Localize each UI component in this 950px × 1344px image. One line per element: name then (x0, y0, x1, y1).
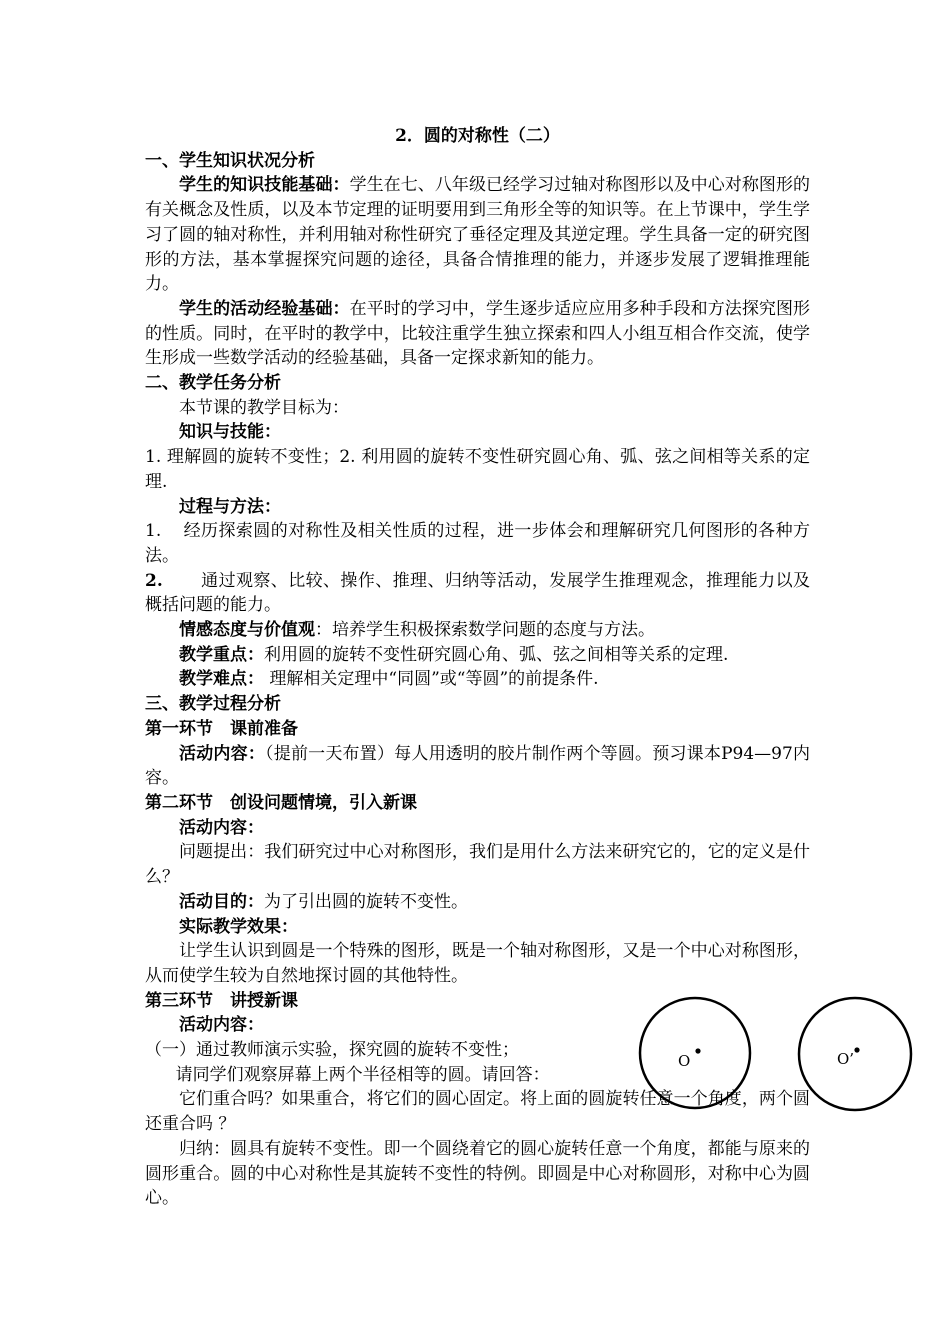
step1-paragraph (145, 742, 810, 791)
section-heading-process-analysis: 三、教学过程分析 (145, 694, 281, 715)
step2-effect-text: 让学生认识到圆是一个特殊的图形，既是一个轴对称图形，又是一个中心对称图形，从而使学生较为自然地探讨圆的其他特性。 (145, 941, 810, 986)
process-item-1 (145, 519, 810, 568)
paragraph-emotion (145, 618, 810, 643)
page-title: 2．圆的对称性（二） (395, 126, 560, 146)
process-item-2-number: 2. (145, 570, 163, 591)
process-item-1-number: 1. (145, 521, 162, 542)
center-dot-left (695, 1048, 700, 1053)
step1-heading: 第一环节 课前准备 (145, 718, 298, 739)
label-knowledge-skills: 知识与技能： (179, 422, 281, 443)
step3-paragraph-1: 请同学们观察屏幕上两个半径相等的圆。请回答： (175, 1064, 550, 1085)
text-difficulty: 理解相关定理中“同圆”或“等圆”的前提条件. (264, 669, 599, 690)
step1-label: 活动内容： (179, 743, 266, 764)
label-key-point: 教学重点： (179, 644, 264, 665)
step2-goal-text: 为了引出圆的旋转不变性。 (264, 891, 468, 912)
step3-label: 活动内容： (179, 1015, 264, 1036)
step3-subheading: （一）通过教师演示实验，探究圆的旋转不变性； (145, 1040, 519, 1061)
step3-paragraph-3: 归纳：圆具有旋转不变性。即一个圆绕着它的圆心旋转任意一个角度，都能与原来的圆形重合。圆的中心对称性是其旋转不变性的特例。即圆是中心对称圆形，对称中心为圆心。 (145, 1138, 810, 1209)
step1-text: （提前一天布置）每人用透明的胶片制作两个等圆。预习课本P94—97内容。 (145, 743, 810, 789)
process-item-2 (145, 569, 810, 618)
text-knowledge-skills: 1. 理解圆的旋转不变性；2. 利用圆的旋转不变性研究圆心角、弧、弦之间相等关系的定理. (145, 447, 810, 492)
step2-question: 问题提出：我们研究过中心对称图形，我们是用什么方法来研究它的，它的定义是什么？ (145, 842, 810, 888)
paragraph-key-point (145, 643, 810, 668)
step2-label: 活动内容： (179, 817, 264, 838)
circle-left (640, 998, 750, 1108)
section-heading-task-analysis: 二、教学任务分析 (145, 373, 281, 394)
circle-right (799, 998, 911, 1110)
goals-intro: 本节课的教学目标为： (179, 397, 349, 418)
label-knowledge-base: 学生的知识技能基础： (179, 175, 350, 196)
paragraph-knowledge-base (145, 173, 810, 297)
two-equal-circles-figure (638, 996, 916, 1126)
step3-paragraph-2-text: 它们重合吗？如果重合，将它们的圆心固定。将上面的圆旋转任意一个角度，两个圆还重合吗 ？ (145, 1089, 810, 1135)
step2-effect-label: 实际教学效果： (179, 916, 298, 937)
step3-heading: 第三环节 讲授新课 (145, 990, 298, 1011)
step2-heading: 第二环节 创设问题情境，引入新课 (145, 792, 417, 813)
label-difficulty: 教学难点： (179, 669, 264, 690)
text-key-point: 利用圆的旋转不变性研究圆心角、弧、弦之间相等关系的定理. (264, 644, 729, 665)
process-item-2-text: 通过观察、比较、操作、推理、归纳等活动，发展学生推理观念，推理能力以及概括问题的能力。 (145, 570, 810, 616)
label-activity-experience: 学生的活动经验基础： (179, 298, 350, 319)
text-knowledge-base: 学生在七、八年级已经学习过轴对称图形以及中心对称图形的有关概念及性质，以及本节定理的证明要用到三角形全等的知识等。在上节课中，学生学习了圆的轴对称性，并利用轴对称性研究了垂径定理及其逆定理。学生具备一定的研究图形的方法，基本掌握探究问题的途径，具备合情推理的能力，并逐步发展了逻辑推理能力。 (145, 175, 811, 295)
process-item-1-text: 经历探索圆的对称性及相关性质的过程，进一步体会和理解研究几何图形的各种方法。 (145, 521, 810, 566)
paragraph-activity-experience (145, 297, 810, 371)
section-heading-student-analysis: 一、学生知识状况分析 (145, 150, 315, 171)
center-label-right: O’ (837, 1050, 855, 1068)
center-label-left: O (678, 1052, 691, 1070)
label-emotion: 情感态度与价值观 (179, 620, 315, 641)
center-dot-right (854, 1047, 859, 1052)
paragraph-difficulty (145, 667, 810, 692)
step2-goal-label: 活动目的： (179, 891, 264, 912)
text-emotion: ：培养学生积极探索数学问题的态度与方法。 (315, 620, 655, 641)
text-activity-experience: 在平时的学习中，学生逐步适应应用多种手段和方法探究图形的性质。同时，在平时的教学中，比较注重学生独立探索和四人小组互相合作交流，使学生形成一些数学活动的经验基础，具备一定探求新知的能力。 (145, 298, 811, 369)
step2-goal (145, 890, 810, 915)
label-process-methods: 过程与方法： (179, 496, 281, 517)
